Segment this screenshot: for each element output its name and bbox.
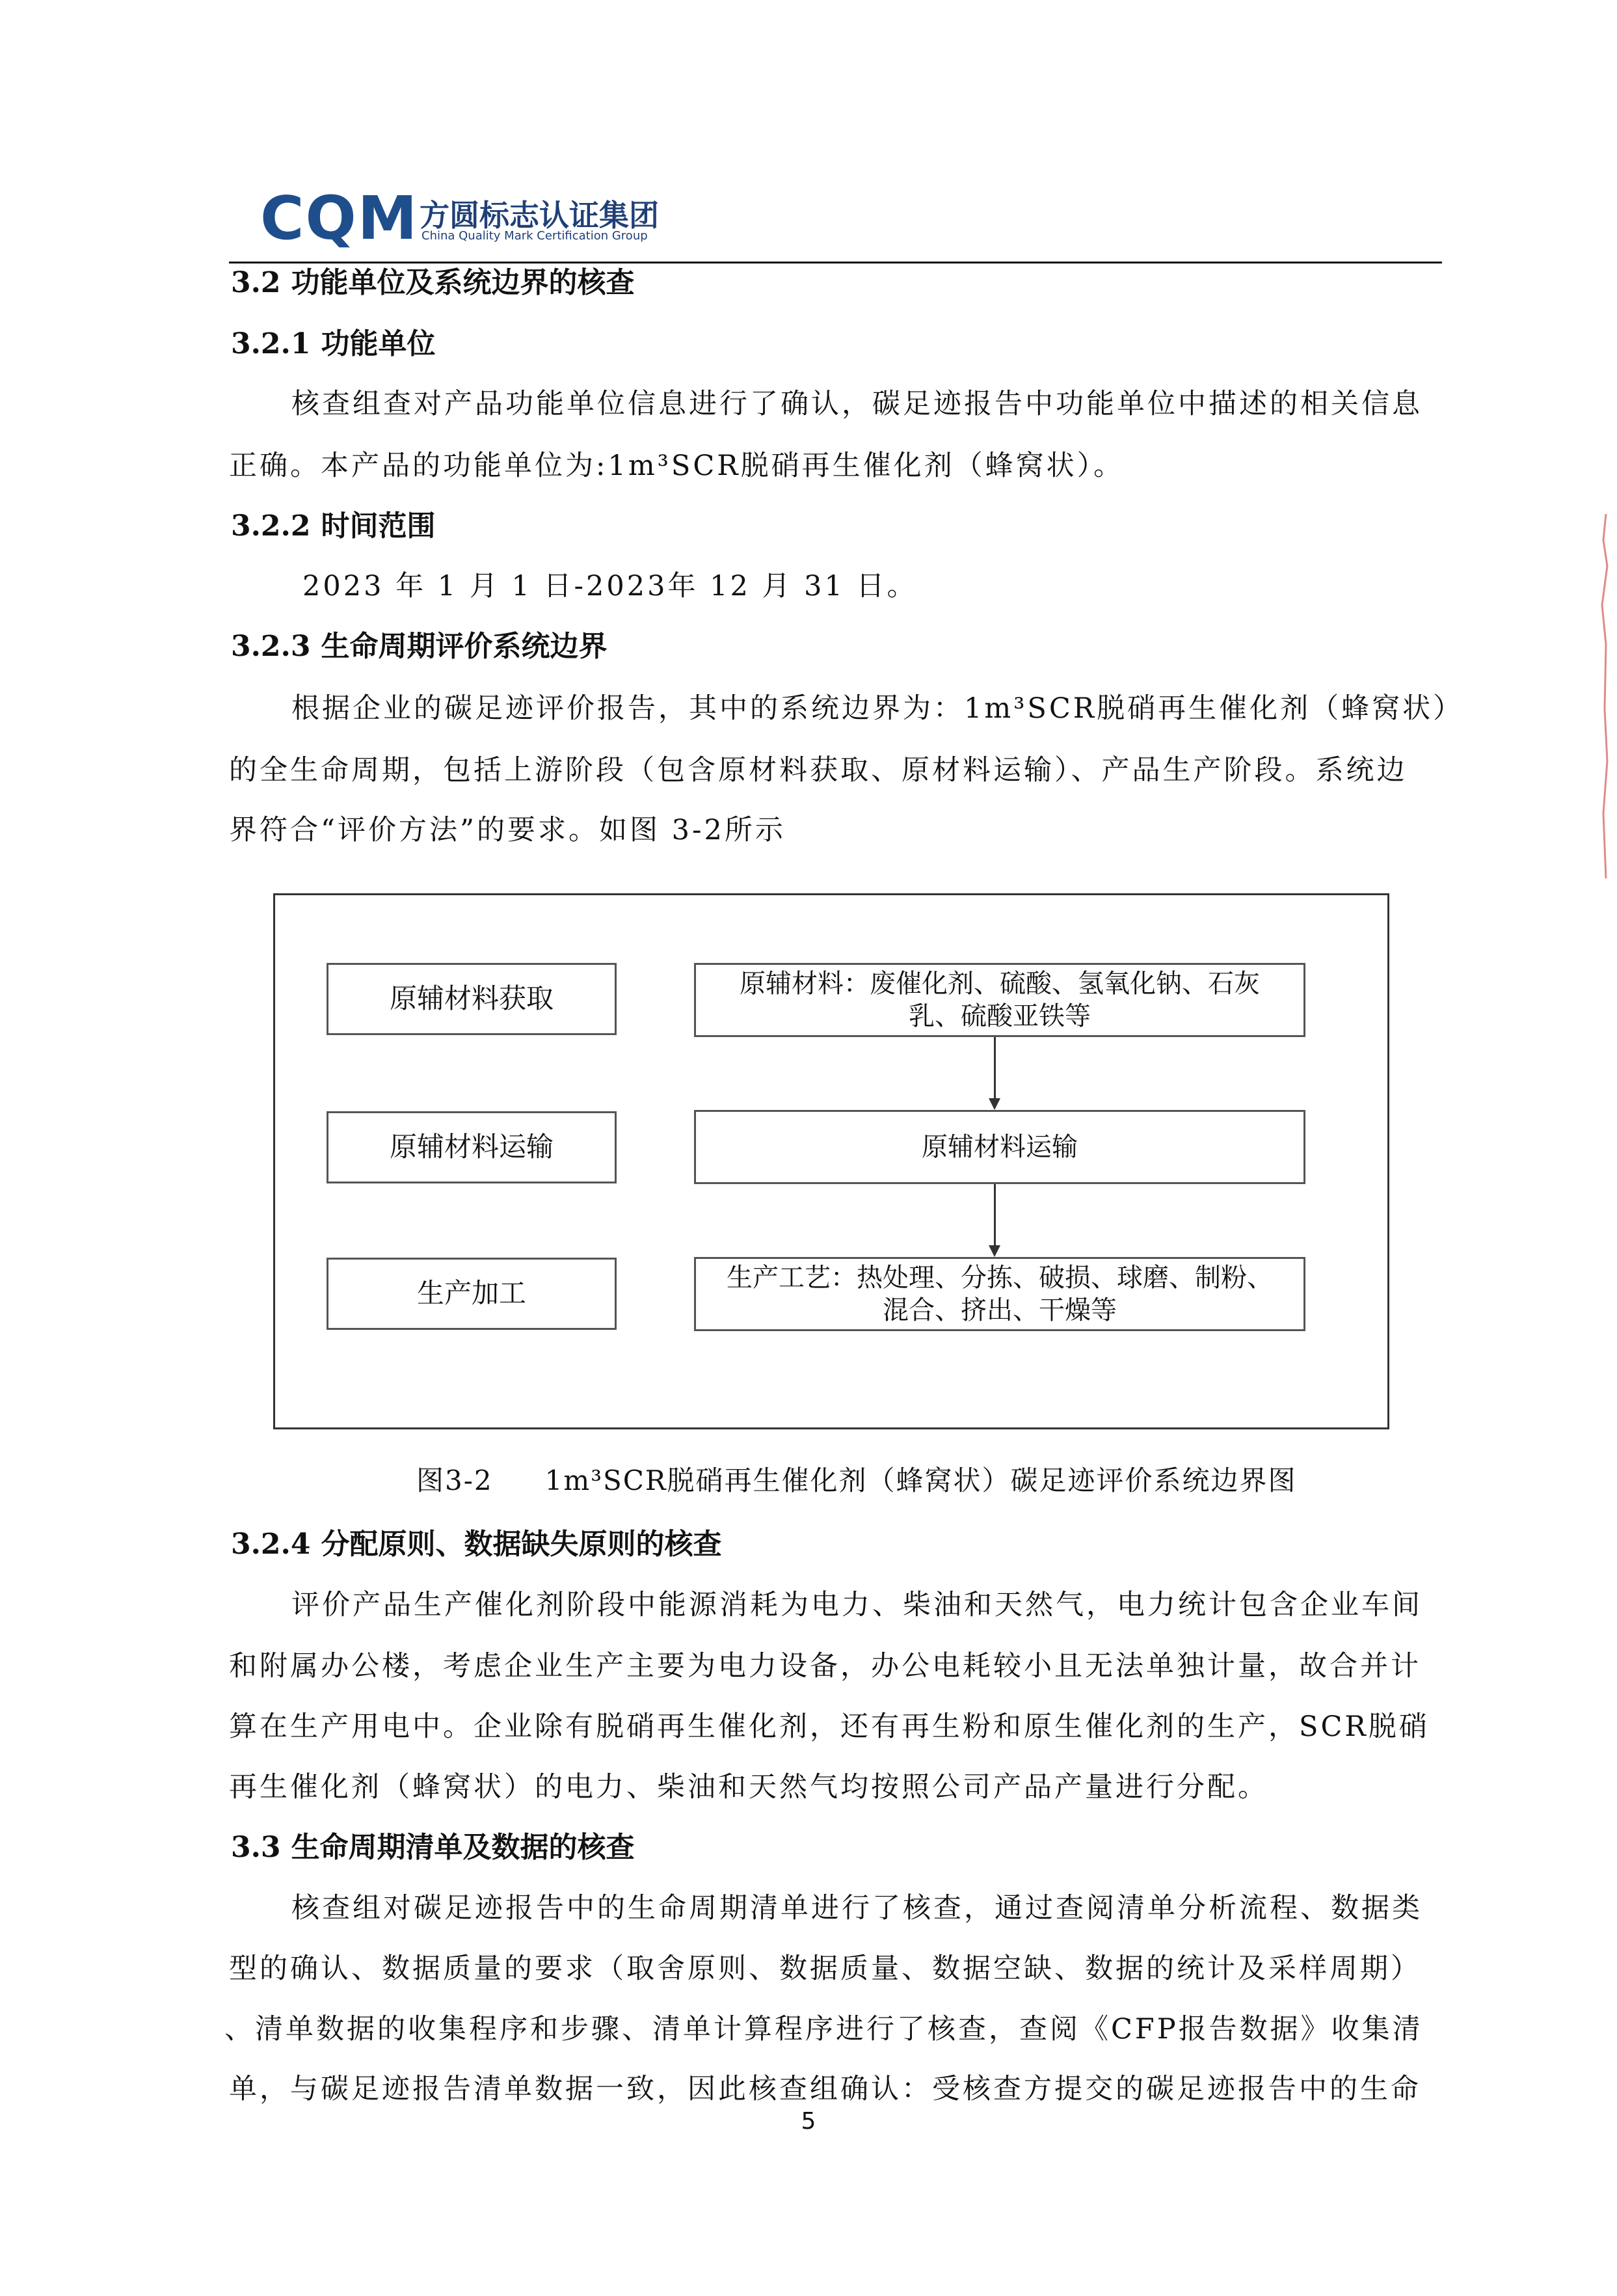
paragraph-line: 、清单数据的收集程序和步骤、清单计算程序进行了核查，查阅《CFP报告数据》收集清 [224, 2013, 1423, 2046]
heading-3-2-2: 3.2.2 时间范围 [231, 509, 436, 543]
seal-edge-mark [1597, 514, 1610, 878]
production-line-2: 混合、挤出、干燥等 [883, 1295, 1117, 1325]
paragraph-line: 界符合“评价方法”的要求。如图 3-2所示 [229, 814, 786, 846]
paragraph-line: 型的确认、数据质量的要求（取舍原则、数据质量、数据空缺、数据的统计及采样周期） [229, 1952, 1421, 1985]
stage-label-production: 生产加工 [327, 1258, 617, 1330]
raw-materials-line-2: 乳、硫酸亚铁等 [909, 1001, 1091, 1031]
arrow-line-2 [994, 1184, 996, 1247]
heading-3-2: 3.2 功能单位及系统边界的核查 [231, 266, 635, 299]
time-range-text: 2023 年 1 月 1 日-2023年 12 月 31 日。 [302, 570, 918, 602]
raw-materials-line-1: 原辅材料：废催化剂、硫酸、氢氧化钠、石灰 [740, 969, 1260, 999]
arrow-down-icon [989, 1245, 1000, 1257]
paragraph-line: 单，与碳足迹报告清单数据一致，因此核查组确认：受核查方提交的碳足迹报告中的生命 [229, 2073, 1421, 2105]
figure-number: 图3-2 [416, 1465, 493, 1496]
heading-3-2-1: 3.2.1 功能单位 [231, 327, 436, 360]
transport-box: 原辅材料运输 [694, 1110, 1305, 1184]
paragraph-line: 的全生命周期，包括上游阶段（包含原材料获取、原材料运输）、产品生产阶段。系统边 [229, 754, 1408, 787]
page-number: 5 [801, 2108, 816, 2135]
arrow-line-1 [994, 1037, 996, 1100]
company-logo [260, 183, 419, 253]
logo-text: CQM [260, 183, 419, 253]
paragraph-line: 再生催化剂（蜂窝状）的电力、柴油和天然气均按照公司产品产量进行分配。 [229, 1771, 1268, 1803]
production-process-box [694, 1257, 1305, 1331]
heading-3-2-3: 3.2.3 生命周期评价系统边界 [231, 630, 608, 663]
paragraph-line: 核查组对碳足迹报告中的生命周期清单进行了核查，通过查阅清单分析流程、数据类 [291, 1892, 1423, 1925]
paragraph-line: 根据企业的碳足迹评价报告，其中的系统边界为：1m³SCR脱硝再生催化剂（蜂窝状） [291, 692, 1464, 725]
raw-materials-box [694, 963, 1305, 1037]
stage-label-raw-material-transport: 原辅材料运输 [327, 1111, 617, 1183]
system-boundary-diagram [273, 893, 1389, 1429]
company-name-en: China Quality Mark Certification Group [421, 229, 648, 243]
header-divider [229, 262, 1442, 263]
figure-title: 1m³SCR脱硝再生催化剂（蜂窝状）碳足迹评价系统边界图 [544, 1465, 1297, 1496]
arrow-down-icon [989, 1098, 1000, 1110]
company-name-cn: 方圆标志认证集团 [420, 198, 659, 233]
production-line-1: 生产工艺：热处理、分拣、破损、球磨、制粉、 [727, 1263, 1273, 1293]
paragraph-line: 核查组查对产品功能单位信息进行了确认，碳足迹报告中功能单位中描述的相关信息 [291, 388, 1423, 420]
paragraph-line: 和附属办公楼，考虑企业生产主要为电力设备，办公电耗较小且无法单独计量，故合并计 [229, 1650, 1421, 1682]
paragraph-line: 评价产品生产催化剂阶段中能源消耗为电力、柴油和天然气，电力统计包含企业车间 [291, 1589, 1423, 1621]
figure-caption [416, 1467, 1297, 1494]
heading-3-2-4: 3.2.4 分配原则、数据缺失原则的核查 [231, 1528, 722, 1561]
paragraph-line: 算在生产用电中。企业除有脱硝再生催化剂，还有再生粉和原生催化剂的生产，SCR脱硝 [229, 1710, 1430, 1743]
paragraph-line: 正确。本产品的功能单位为:1m³SCR脱硝再生催化剂（蜂窝状）。 [229, 450, 1125, 482]
stage-label-raw-material-acquisition: 原辅材料获取 [327, 963, 617, 1035]
heading-3-3: 3.3 生命周期清单及数据的核查 [231, 1831, 635, 1864]
